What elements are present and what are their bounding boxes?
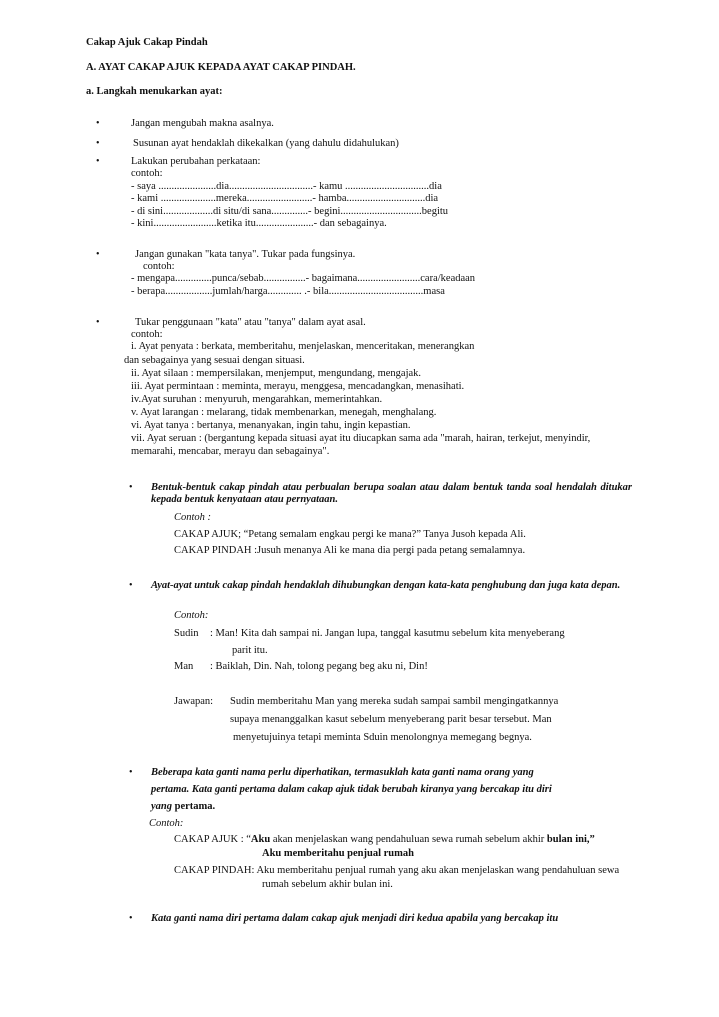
document-title: Cakap Ajuk Cakap Pindah: [86, 37, 208, 48]
bullet-icon: •: [96, 156, 100, 167]
speaker-name: Man: [174, 661, 194, 672]
example-line: Aku memberitahu penjual rumah: [262, 848, 414, 859]
ajuk-bold-word: Aku: [250, 834, 271, 845]
bullet-icon: •: [129, 913, 133, 924]
example-line: iv.Ayat suruhan : menyuruh, mengarahkan, memerintahkan.: [131, 394, 383, 405]
example-label: Contoh:: [149, 818, 184, 829]
rule-text-bold: pertama.: [172, 801, 216, 812]
example-line: vii. Ayat seruan : (bergantung kepada situasi ayat itu diucapkan sama ada "marah, hairan, terkejut, menyindir,: [131, 433, 591, 444]
example-line: rumah sebelum akhir bulan ini.: [262, 879, 393, 890]
bullet-icon: •: [96, 317, 100, 328]
rule-text: pertama. Kata ganti pertama dalam cakap ajuk tidak berubah kiranya yang bercakap itu diri: [151, 784, 552, 795]
speaker-name: Sudin: [174, 628, 199, 639]
ajuk-label: CAKAP AJUK : “: [174, 834, 251, 845]
section-heading: A. AYAT CAKAP AJUK KEPADA AYAT CAKAP PINDAH.: [86, 62, 356, 73]
answer-line: menyetujuinya tetapi meminta Sduin menolongnya memegang begnya.: [233, 732, 532, 743]
example-line: vi. Ayat tanya : bertanya, menanyakan, ingin tahu, ingin kepastian.: [131, 420, 411, 431]
answer-label: Jawapan:: [174, 696, 214, 707]
list-item: Jangan gunakan "kata tanya". Tukar pada fungsinya.: [135, 249, 356, 260]
example-line: CAKAP PINDAH :Jusuh menanya Ali ke mana dia pergi pada petang semalamnya.: [174, 545, 526, 556]
example-line: memarahi, mencabar, merayu dan sebagainya".: [131, 446, 330, 457]
example-line: [174, 834, 595, 846]
subsection-heading: a. Langkah menukarkan ayat:: [86, 86, 223, 97]
example-line: - kini........................ketika itu......................- dan sebagainya.: [131, 218, 387, 229]
example-line: - di sini...................di situ/di sana..............- begini...............................begitu: [131, 206, 449, 217]
example-line: dan sebagainya yang sesuai dengan situasi.: [124, 355, 305, 366]
example-label: contoh:: [131, 168, 163, 179]
rule-text: [151, 801, 215, 813]
example-line: - berapa..................jumlah/harga............. .- bila....................................masa: [131, 286, 445, 297]
example-line: ii. Ayat silaan : mempersilakan, menjemput, mengundang, mengajak.: [131, 368, 422, 379]
list-item: Susunan ayat hendaklah dikekalkan (yang dahulu didahulukan): [133, 138, 399, 149]
example-line: - kami .....................mereka.........................- hamba..............................dia: [131, 193, 439, 204]
rule-text-italic: yang: [151, 801, 172, 812]
example-line: - saya ......................dia................................- kamu ................................dia: [131, 181, 442, 192]
bullet-icon: •: [96, 138, 100, 149]
list-item: Jangan mengubah makna asalnya.: [131, 118, 274, 129]
dialogue-line: : Man! Kita dah sampai ni. Jangan lupa, tanggal kasutmu sebelum kita menyeberang: [210, 628, 565, 639]
bullet-icon: •: [129, 482, 133, 493]
dialogue-line: : Baiklah, Din. Nah, tolong pegang beg aku ni, Din!: [210, 661, 428, 672]
example-line: - mengapa..............punca/sebab................- bagaimana........................cara/keadaan: [131, 273, 476, 284]
example-line: v. Ayat larangan : melarang, tidak membenarkan, menegah, menghalang.: [131, 407, 437, 418]
example-line: iii. Ayat permintaan : meminta, merayu, menggesa, mencadangkan, menasihati.: [131, 381, 465, 392]
example-line: i. Ayat penyata : berkata, memberitahu, menjelaskan, menceritakan, menerangkan: [131, 341, 475, 352]
bullet-icon: •: [129, 767, 133, 778]
list-item: Lakukan perubahan perkataan:: [131, 156, 261, 167]
example-line: CAKAP PINDAH: Aku memberitahu penjual rumah yang aku akan menjelaskan wang pendahuluan sewa: [174, 865, 620, 876]
ajuk-bold-phrase: bulan ini,”: [546, 834, 595, 845]
rule-text: Kata ganti nama diri pertama dalam cakap ajuk menjadi diri kedua apabila yang bercakap itu: [151, 913, 559, 924]
list-item: Tukar penggunaan "kata" atau "tanya" dalam ayat asal.: [135, 317, 366, 328]
bullet-icon: •: [129, 580, 133, 591]
example-label: contoh:: [143, 261, 175, 272]
example-line: CAKAP AJUK; “Petang semalam engkau pergi ke mana?” Tanya Jusoh kepada Ali.: [174, 529, 526, 540]
answer-line: supaya menanggalkan kasut sebelum menyeberang parit besar tersebut. Man: [230, 714, 552, 725]
bullet-icon: •: [96, 249, 100, 260]
bullet-icon: •: [96, 118, 100, 129]
dialogue-line: parit itu.: [232, 645, 268, 656]
rule-text: Bentuk-bentuk cakap pindah atau perbualan berupa soalan atau dalam bentuk tanda soal hendalah ditukar kepada bentuk kenyataan atau pernyataan.: [151, 482, 632, 505]
example-label: Contoh:: [174, 610, 209, 621]
example-label: contoh:: [131, 329, 163, 340]
rule-text: Beberapa kata ganti nama perlu diperhatikan, termasuklah kata ganti nama orang yang: [151, 767, 534, 778]
answer-line: Sudin memberitahu Man yang mereka sudah sampai sambil mengingatkannya: [230, 696, 559, 707]
example-label: Contoh :: [174, 512, 212, 523]
rule-text: Ayat-ayat untuk cakap pindah hendaklah dihubungkan dengan kata-kata penghubung dan juga kata depan.: [151, 580, 621, 591]
ajuk-text: akan menjelaskan wang pendahuluan sewa rumah sebelum akhir: [270, 834, 547, 845]
